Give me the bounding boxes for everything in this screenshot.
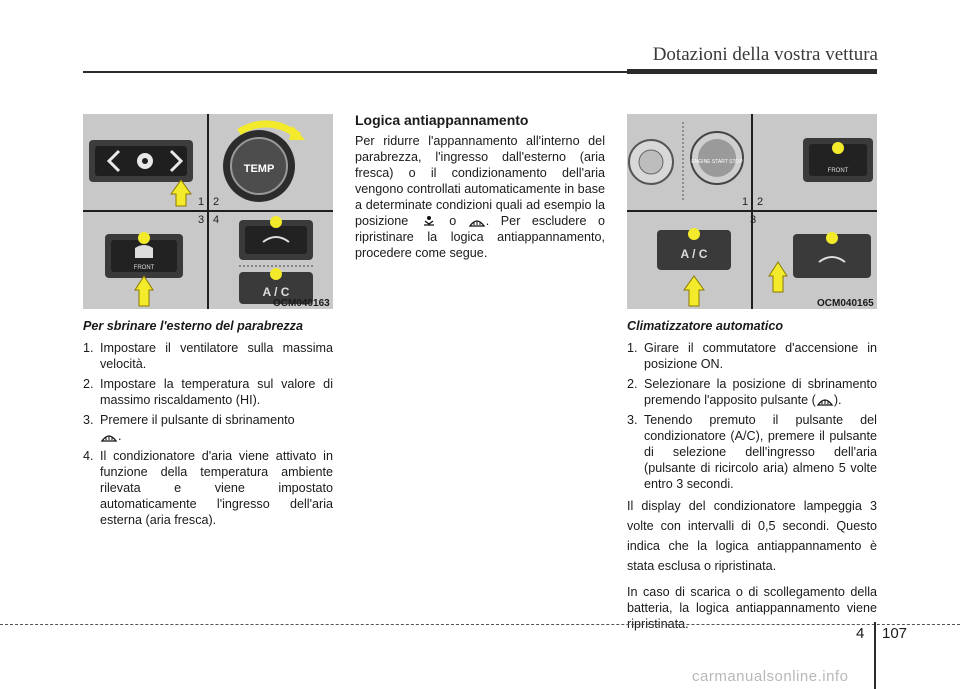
defrost-icon bbox=[468, 215, 486, 229]
step-number: 1. bbox=[83, 341, 94, 355]
auto-climate-subheading: Climatizzatore automatico bbox=[627, 319, 784, 333]
list-item bbox=[83, 412, 333, 444]
ac-button-illustration bbox=[627, 212, 751, 309]
ac-label: A / C bbox=[680, 247, 708, 261]
blink-paragraph: Il display del condizionatore lampeggia 3 volte con intervalli di 0,5 secondi. Questo indica che la logica antiappannamento è stata esclusa o ripristinata. bbox=[627, 499, 877, 573]
battery-paragraph: In caso di scarica o di scollegamento della batteria, la logica antiappannamento viene ripristinata. bbox=[627, 585, 877, 631]
figure-label-2: 2 bbox=[757, 196, 764, 208]
temp-label: TEMP bbox=[243, 163, 275, 175]
left-column bbox=[83, 318, 333, 532]
figure-label-1: 1 bbox=[198, 196, 205, 208]
figure-label-3: 3 bbox=[198, 214, 205, 226]
step-text: Tenendo premuto il pulsante del condizionatore (A/C), premere il pulsante di selezione dell'ingresso dell'aria (pulsante di ricircolo aria) almeno 5 volte entro 3 secondi. bbox=[644, 413, 877, 491]
paragraph-conjunction: o bbox=[449, 214, 457, 228]
figure-label-1: 1 bbox=[742, 196, 749, 208]
header-rule-accent bbox=[627, 69, 877, 74]
step-text: Il condizionatore d'aria viene attivato in funzione della temperatura ambiente rilevata e viene impostato automaticamente l'ingresso dell'aria esterna (aria fresca). bbox=[100, 449, 333, 527]
fan-speed-illustration bbox=[83, 114, 207, 209]
figure-code: OCM040163 bbox=[273, 298, 330, 309]
step-number: 3. bbox=[627, 413, 638, 427]
antifog-paragraph bbox=[355, 133, 605, 261]
engine-label: ENGINE START STOP bbox=[691, 159, 743, 165]
page-number-separator bbox=[874, 622, 876, 689]
list-item bbox=[627, 340, 877, 372]
chapter-number: 4 bbox=[856, 625, 865, 642]
recirc-button-illustration bbox=[753, 212, 877, 309]
list-item bbox=[627, 376, 877, 408]
temp-knob-illustration bbox=[209, 114, 333, 209]
front-label: FRONT bbox=[827, 168, 849, 174]
step-text: Impostare il ventilatore sulla massima velocità. bbox=[100, 341, 333, 371]
right-column bbox=[627, 318, 877, 632]
middle-column bbox=[355, 112, 605, 261]
front-defrost-illustration bbox=[753, 114, 877, 209]
figure-label-3: 3 bbox=[750, 214, 757, 226]
watermark-text: carmanualsonline.info bbox=[692, 668, 849, 685]
paragraph-text-end: . Per escludere o ripristinare la logica antiappannamento, procedere come segue. bbox=[355, 214, 606, 260]
step-number: 4. bbox=[83, 449, 94, 463]
defrost-icon bbox=[100, 430, 118, 444]
step-number: 3. bbox=[83, 413, 94, 427]
step-text: Premere il pulsante di sbrinamento bbox=[100, 413, 295, 427]
list-item bbox=[627, 412, 877, 492]
section-title: Dotazioni della vostra vettura bbox=[652, 44, 878, 65]
front-label: FRONT bbox=[133, 265, 155, 271]
defrost-subheading: Per sbrinare l'esterno del parabrezza bbox=[83, 319, 303, 333]
step-number: 2. bbox=[627, 377, 638, 391]
step-text-end: . bbox=[118, 429, 122, 443]
figure-auto-climate-controls bbox=[627, 114, 877, 309]
step-text: Selezionare la posizione di sbrinamento premendo l'apposito pulsante ( bbox=[644, 377, 877, 407]
antifog-heading: Logica antiappannamento bbox=[355, 112, 529, 128]
list-item bbox=[83, 448, 333, 528]
ac-label: A / C bbox=[262, 285, 290, 299]
floor-defrost-icon bbox=[420, 215, 438, 229]
step-text: Impostare la temperatura sul valore di massimo riscaldamento (HI). bbox=[100, 377, 333, 407]
figure-code: OCM040165 bbox=[817, 298, 874, 309]
step-text-end: ). bbox=[833, 393, 842, 407]
step-number: 1. bbox=[627, 341, 638, 355]
defrost-icon bbox=[816, 394, 834, 408]
step-number: 2. bbox=[83, 377, 94, 391]
ignition-illustration bbox=[627, 114, 751, 209]
figure-label-2: 2 bbox=[213, 196, 220, 208]
step-text: Girare il commutatore d'accensione in posizione ON. bbox=[644, 341, 877, 371]
figure-label-4: 4 bbox=[213, 214, 220, 226]
list-item bbox=[83, 376, 333, 408]
recirc-ac-illustration bbox=[209, 212, 333, 309]
footer-dashed-rule bbox=[0, 624, 960, 625]
front-defrost-illustration bbox=[83, 212, 207, 309]
defrost-steps bbox=[83, 340, 333, 528]
list-item bbox=[83, 340, 333, 372]
paragraph-text: Per ridurre l'appannamento all'interno del parabrezza, l'ingresso dall'esterno (aria fresca) o il condizionamento dell'aria vengono controllati automaticamente in base a determinate condizioni quali ad esempio la posizione bbox=[355, 134, 605, 228]
auto-climate-steps bbox=[627, 340, 877, 492]
page-number: 107 bbox=[882, 625, 908, 642]
figure-defrost-controls bbox=[83, 114, 333, 309]
